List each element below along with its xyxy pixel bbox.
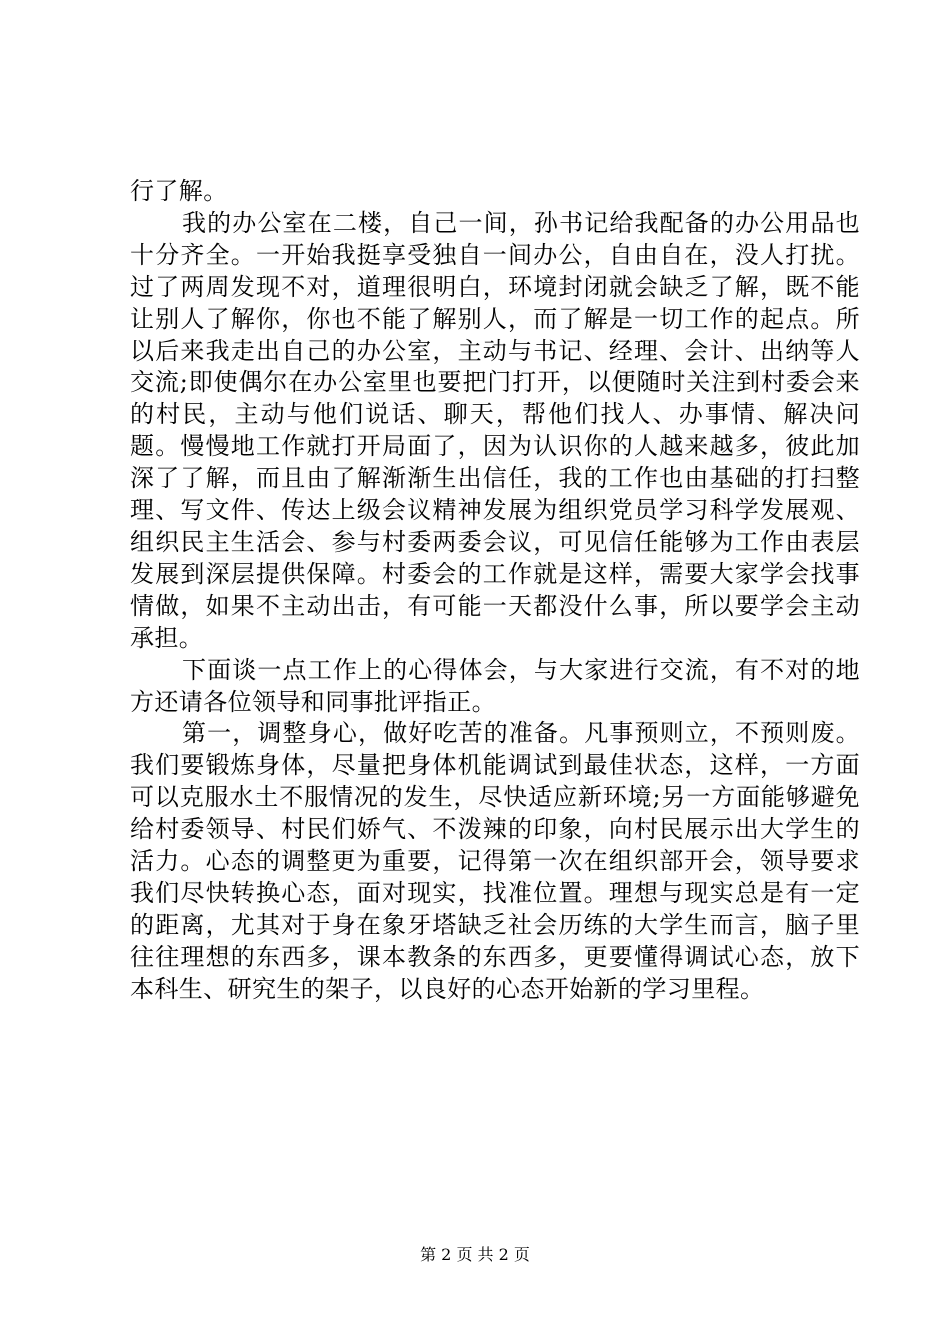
paragraph-office: 我的办公室在二楼，自己一间，孙书记给我配备的办公用品也十分齐全。一开始我挺享受独自一间办公，自由自在，没人打扰。过了两周发现不对，道理很明白，环境封闭就会缺乏了解，既不能让别人了解你，你也不能了解别人，而了解是一切工作的起点。所以后来我走出自己的办公室，主动与书记、经理、会计、出纳等人交流;即使偶尔在办公室里也要把门打开，以便随时关注到村委会来的村民，主动与他们说话、聊天，帮他们找人、办事情、解决问题。慢慢地工作就打开局面了，因为认识你的人越来越多，彼此加深了了解，而且由了解渐渐生出信任，我的工作也由基础的打扫整理、写文件、传达上级会议精神发展为组织党员学习科学发展观、组织民主生活会、参与村委两委会议，可见信任能够为工作由表层发展到深层提供保障。村委会的工作就是这样，需要大家学会找事情做，如果不主动出击，有可能一天都没什么事，所以要学会主动承担。 xyxy=(130,208,860,652)
page-footer: 第 2 页 共 2 页 xyxy=(420,1245,530,1264)
paragraph-first-point: 第一，调整身心，做好吃苦的准备。凡事预则立，不预则废。我们要锻炼身体，尽量把身体机能调试到最佳状态，这样，一方面可以克服水土不服情况的发生，尽快适应新环境;另一方面能够避免给村委领导、村民们娇气、不泼辣的印象，向村民展示出大学生的活力。心态的调整更为重要，记得第一次在组织部开会，领导要求我们尽快转换心态，面对现实，找准位置。理想与现实总是有一定的距离，尤其对于身在象牙塔缺乏社会历练的大学生而言，脑子里往往理想的东西多，课本教条的东西多，更要懂得调试心态，放下本科生、研究生的架子，以良好的心态开始新的学习里程。 xyxy=(130,719,860,1003)
paragraph-intro-experience: 下面谈一点工作上的心得体会，与大家进行交流，有不对的地方还请各位领导和同事批评指正。 xyxy=(130,655,860,716)
paragraph-continuation: 行了解。 xyxy=(130,177,228,205)
document-body xyxy=(130,176,860,1006)
